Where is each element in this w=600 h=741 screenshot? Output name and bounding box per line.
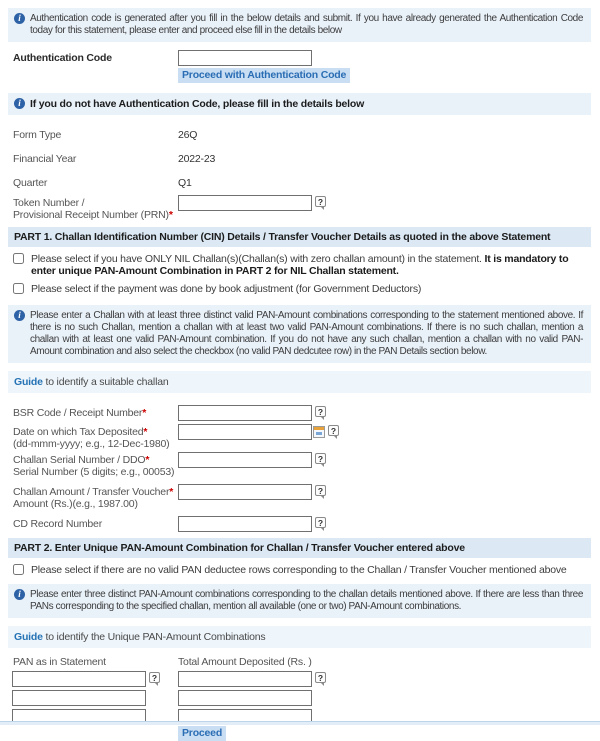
challan-amount-row [13,484,600,510]
pan-column-header: PAN as in Statement [13,656,106,668]
pan-guide-row [8,626,591,648]
cd-record-input[interactable] [178,516,312,532]
pan-combination-note-text: Please enter three distinct PAN-Amount combinations corresponding to the challan details mentioned above. If there are less than three PANs corresponding to the specified challan, mention all available (one or two) PAN-Amount combinations. [30,589,583,612]
book-adjustment-label: Please select if the payment was done by book adjustment (for Government Deductors) [31,283,422,295]
info-icon: i [14,98,25,109]
help-icon[interactable]: ? [315,453,326,464]
part2-header: PART 2. Enter Unique PAN-Amount Combination for Challan / Transfer Voucher entered above [8,538,591,558]
challan-amount-label: Challan Amount / Transfer Voucher* Amount (Rs.)(e.g., 1987.00) [13,484,178,510]
amount-input-1[interactable] [178,671,312,687]
calendar-icon[interactable] [313,426,325,438]
token-number-label-line1: Token Number / [13,197,85,209]
form-type-value: 26Q [178,129,198,141]
help-icon[interactable]: ? [315,196,326,207]
challan-serial-hint: Serial Number (5 digits; e.g., 00053) [13,466,175,478]
pan-table-header [13,656,600,668]
proceed-button[interactable]: Proceed [178,726,226,741]
required-asterisk: * [143,426,148,438]
auth-code-row [13,50,600,83]
pan-combination-note [8,584,591,618]
nil-challan-checkbox[interactable] [13,253,24,264]
token-number-label [13,195,178,221]
pan-input-1[interactable] [12,671,146,687]
financial-year-value: 2022-23 [178,153,216,165]
no-auth-header-text: If you do not have Authentication Code, please fill in the details below [30,98,365,110]
challan-guide-row [8,371,591,393]
token-number-input[interactable] [178,195,312,211]
challan-amount-input[interactable] [178,484,312,500]
auth-info-note [8,8,591,42]
quarter-value: Q1 [178,177,192,189]
nil-challan-check-row [13,253,591,277]
financial-year-label: Financial Year [13,153,77,165]
pan-row-2 [12,690,600,706]
proceed-auth-code-button[interactable]: Proceed with Authentication Code [178,68,350,83]
amount-column-header: Total Amount Deposited (Rs. ) [178,656,312,668]
help-icon[interactable]: ? [315,672,326,683]
nil-challan-label-bold: It is mandatory to enter unique PAN-Amount Combination in PART 2 for NIL Challan statement. [31,253,569,277]
bsr-code-label: BSR Code / Receipt Number* [13,407,147,419]
detail-row-financial-year [13,151,600,165]
auth-info-note-text: Authentication code is generated after you fill in the below details and submit. If you have already generated the Authentication Code today for this statement, please enter and proceed else fill in the details below [30,13,583,36]
no-valid-pan-label: Please select if there are no valid PAN deductee rows corresponding to the Challan / Transfer Voucher mentioned above [31,564,567,576]
required-asterisk: * [169,486,174,498]
auth-code-label: Authentication Code [13,52,112,64]
tax-deposit-date-label: Date on which Tax Deposited* (dd-mmm-yyyy; e.g., 12-Dec-1980) [13,424,178,450]
challan-serial-input[interactable] [178,452,312,468]
next-section-edge [0,721,600,725]
help-icon[interactable]: ? [149,672,160,683]
detail-row-form-type [13,127,600,141]
info-icon: i [14,589,25,600]
quarter-label: Quarter [13,177,48,189]
challan-guidance-note-text: Please enter a Challan with at least three distinct valid PAN-Amount combinations corresponding to the statement mentioned above. If there is no such Challan, mention a challan with at least two valid PAN-Amount combinations. If there is no such challan, mention a challan with at least one valid PAN-Amount combination. If you do not have any such challan, mention a challan with no valid PAN-Amount combination and also select the checkbox (no valid PAN dedcutee row) in the PAN Details section below. [30,310,583,357]
token-number-row [13,195,600,221]
no-valid-pan-check-row [13,564,591,576]
tax-deposit-date-input[interactable] [178,424,312,440]
cd-record-label: CD Record Number [13,518,102,530]
auth-code-input[interactable] [178,50,312,66]
amount-input-2[interactable] [178,690,312,706]
challan-amount-hint: Amount (Rs.)(e.g., 1987.00) [13,498,138,510]
challan-guide-link[interactable]: Guide [14,376,43,388]
info-icon: i [14,310,25,321]
cd-record-row [13,516,600,532]
part1-header: PART 1. Challan Identification Number (CIN) Details / Transfer Voucher Details as quoted in the above Statement [8,227,591,247]
challan-guide-text: to identify a suitable challan [42,376,169,388]
required-asterisk: * [145,454,150,466]
no-valid-pan-checkbox[interactable] [13,564,24,575]
book-adjustment-check-row [13,283,591,295]
help-icon[interactable]: ? [328,425,339,436]
challan-serial-label: Challan Serial Number / DDO* Serial Number (5 digits; e.g., 00053) [13,452,178,478]
pan-input-2[interactable] [12,690,146,706]
pan-guide-link[interactable]: Guide [14,631,43,643]
help-icon[interactable]: ? [315,485,326,496]
tax-deposit-date-row [13,424,600,450]
required-asterisk: * [168,209,173,221]
nil-challan-label: Please select if you have ONLY NIL Challan(s)(Challan(s) with zero challan amount) in the statement. It is mandatory to enter unique PAN-Amount Combination in PART 2 for NIL Challan statement. [31,253,569,277]
form-type-label: Form Type [13,129,62,141]
no-auth-header [8,93,591,115]
challan-serial-row [13,452,600,478]
required-asterisk: * [142,407,147,419]
token-number-label-line2: Provisional Receipt Number (PRN)* [13,209,173,221]
info-icon: i [14,13,25,24]
help-icon[interactable]: ? [315,406,326,417]
challan-guidance-note [8,305,591,363]
tax-deposit-date-format-hint: (dd-mmm-yyyy; e.g., 12-Dec-1980) [13,438,170,450]
detail-row-quarter [13,175,600,189]
bsr-code-row [13,405,600,421]
bsr-code-input[interactable] [178,405,312,421]
pan-guide-text: to identify the Unique PAN-Amount Combinations [42,631,266,643]
help-icon[interactable]: ? [315,517,326,528]
pan-row-1 [12,671,600,687]
book-adjustment-checkbox[interactable] [13,283,24,294]
